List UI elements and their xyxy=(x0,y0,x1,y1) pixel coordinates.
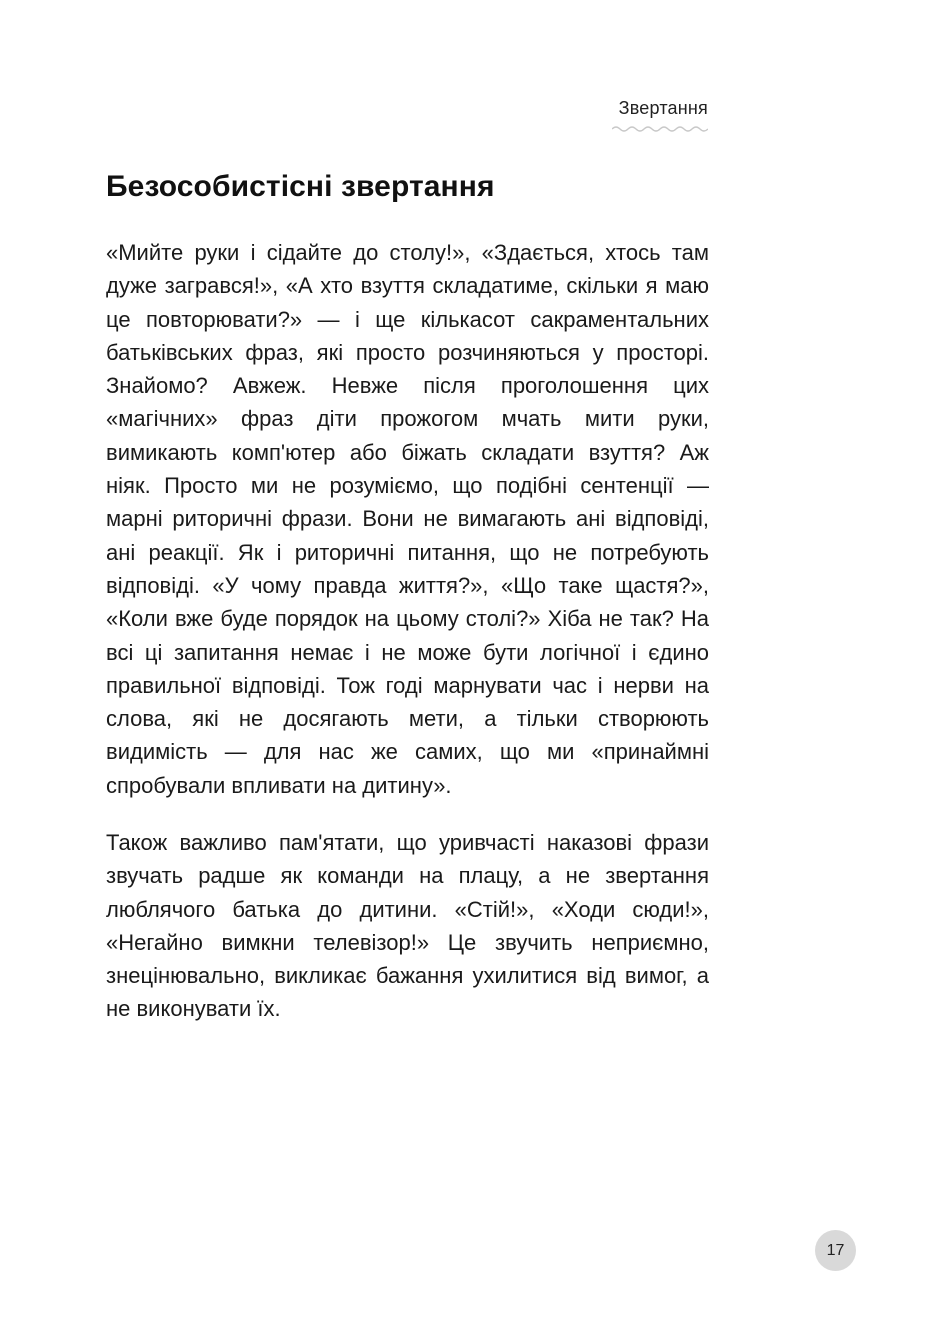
section-title: Звертання xyxy=(618,98,708,118)
running-header xyxy=(612,98,708,133)
body-paragraph: Також важливо пам'ятати, що уривчасті наказові фрази звучать радше як команди на плацу, а не звертання люблячого батька до дитини. «Стій!», «Ходи сюди!», «Негайно вимкни телевізор!» Це звучить неприємно, знецінювально, викликає бажання ухилитися від вимог, а не виконувати їх. xyxy=(106,830,709,1022)
page-title: Безособистісні звертання xyxy=(106,170,495,203)
page-number: 17 xyxy=(826,1241,845,1259)
body-paragraph: «Мийте руки і сідайте до столу!», «Здається, хтось там дуже загрався!», «А хто взуття складатиме, скільки я маю це повторювати?» — і ще кількасот сакраментальних батьківських фраз, які просто розчиняються у просторі. Знайомо? Авжеж. Невже після проголошення цих «магічних» фраз діти прожогом мчать мити руки, вимикають комп'ютер або біжать складати взуття? Аж ніяк. Просто ми не розуміємо, що подібні сентенції — марні риторичні фрази. Вони не вимагають ані відповіді, ані реакції. Як і риторичні питання, що не потребують відповіді. «У чому правда життя?», «Що таке щастя?», «Коли вже буде порядок на цьому столі?» Хіба не так? На всі ці запитання немає і не може бути логічної і єдино правильної відповіді. Тож годі марнувати час і нерви на слова, які не досягають мети, а тільки створюють видимість — для нас же самих, що ми «принаймні спробували впливати на дитину». xyxy=(106,240,709,798)
page-number-badge xyxy=(815,1230,856,1271)
wave-divider xyxy=(612,125,708,133)
